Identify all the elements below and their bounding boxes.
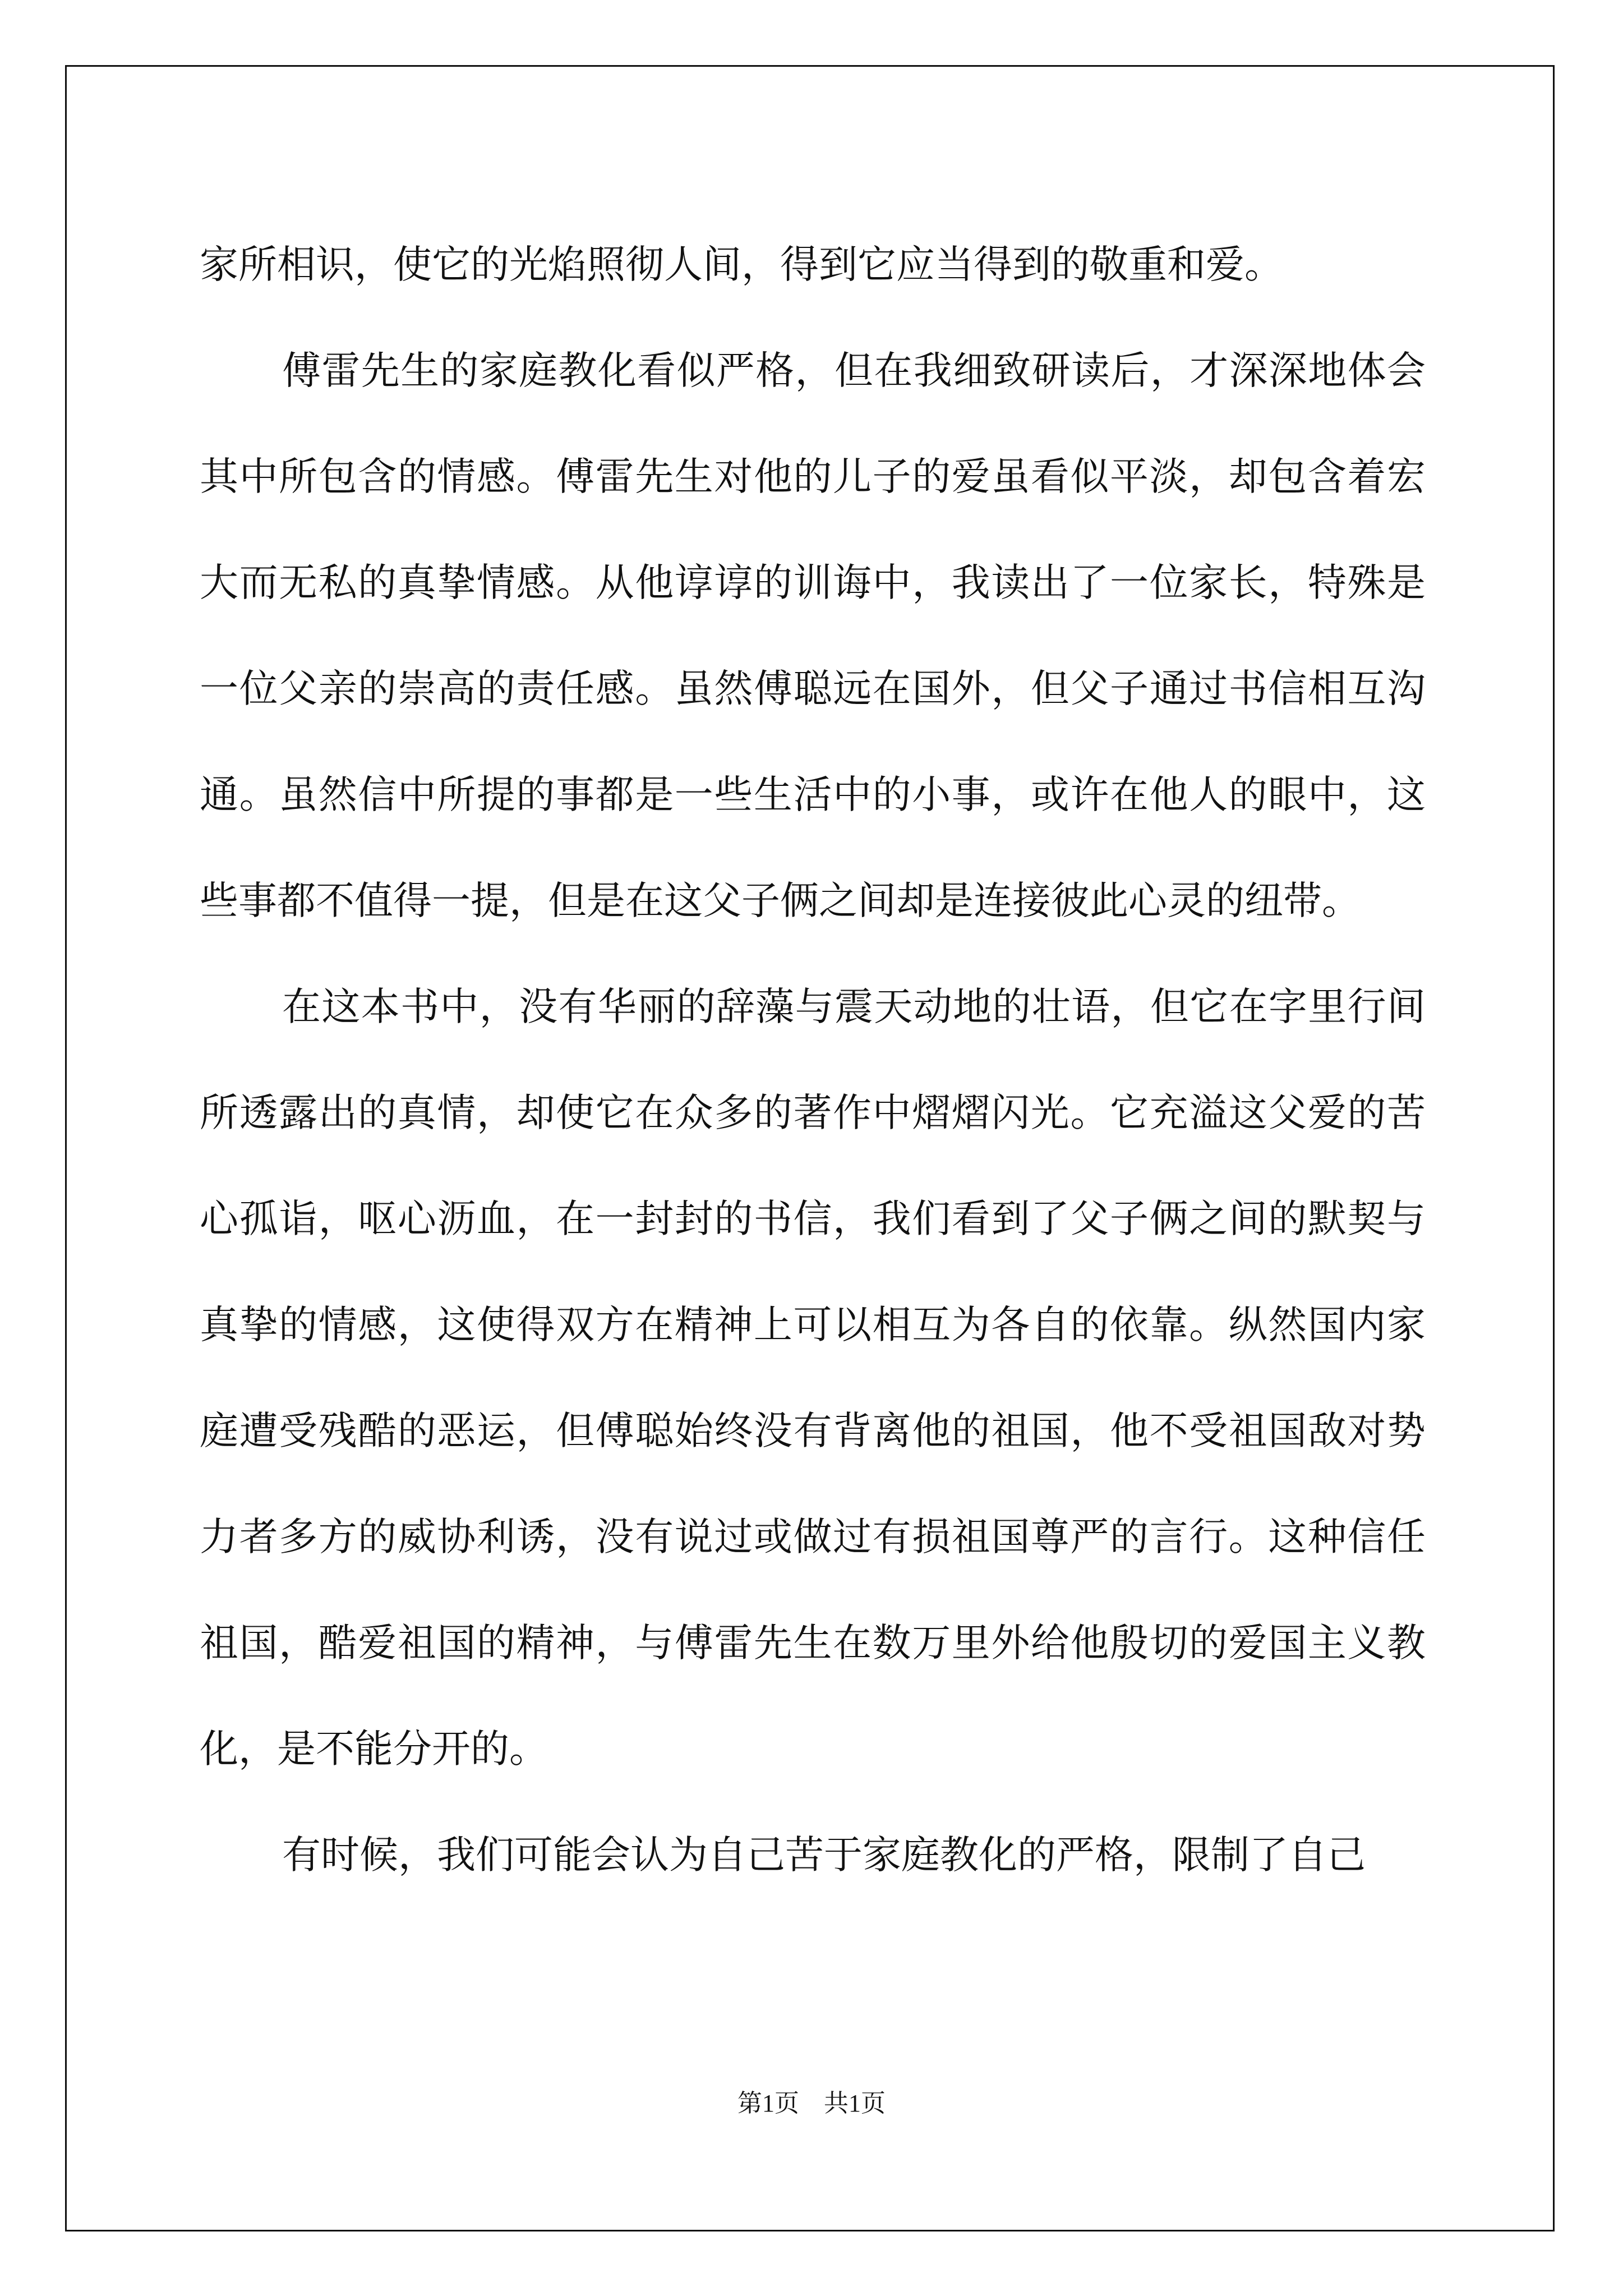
page-number-footer: 第1页 共1页 <box>737 2090 886 2117</box>
paragraph-4: 有时候，我们可能会认为自己苦于家庭教化的严格，限制了自己 <box>282 1833 1366 1878</box>
document-body <box>200 212 1426 1908</box>
paragraph-1: 家所相识，使它的光焰照彻人间，得到它应当得到的敬重和爱。 <box>200 242 1283 287</box>
paragraph-2: 傅雷先生的家庭教化看似严格，但在我细致研读后，才深深地体会其中所包含的情感。傅雷先生对他的儿子的爱虽看似平淡，却包含着宏大而无私的真挚情感。从他谆谆的训诲中，我读出了一位家长，特殊是一位父亲的崇高的责任感。虽然傅聪远在国外，但父子通过书信相互沟通。虽然信中所提的事都是一些生活中的小事，或许在他人的眼中，这些事都不值得一提，但是在这父子俩之间却是连接彼此心灵的纽带。 <box>200 348 1426 923</box>
paragraph-3: 在这本书中，没有华丽的辞藻与震天动地的壮语，但它在字里行间所透露出的真情，却使它在众多的著作中熠熠闪光。它充溢这父爱的苦心孤诣，呕心沥血，在一封封的书信，我们看到了父子俩之间的默契与真挚的情感，这使得双方在精神上可以相互为各自的依靠。纵然国内家庭遭受残酷的恶运，但傅聪始终没有背离他的祖国，他不受祖国敌对势力者多方的威协利诱，没有说过或做过有损祖国尊严的言行。这种信任祖国，酷爱祖国的精神，与傅雷先生在数万里外给他殷切的爱国主义教化，是不能分开的。 <box>200 984 1426 1772</box>
